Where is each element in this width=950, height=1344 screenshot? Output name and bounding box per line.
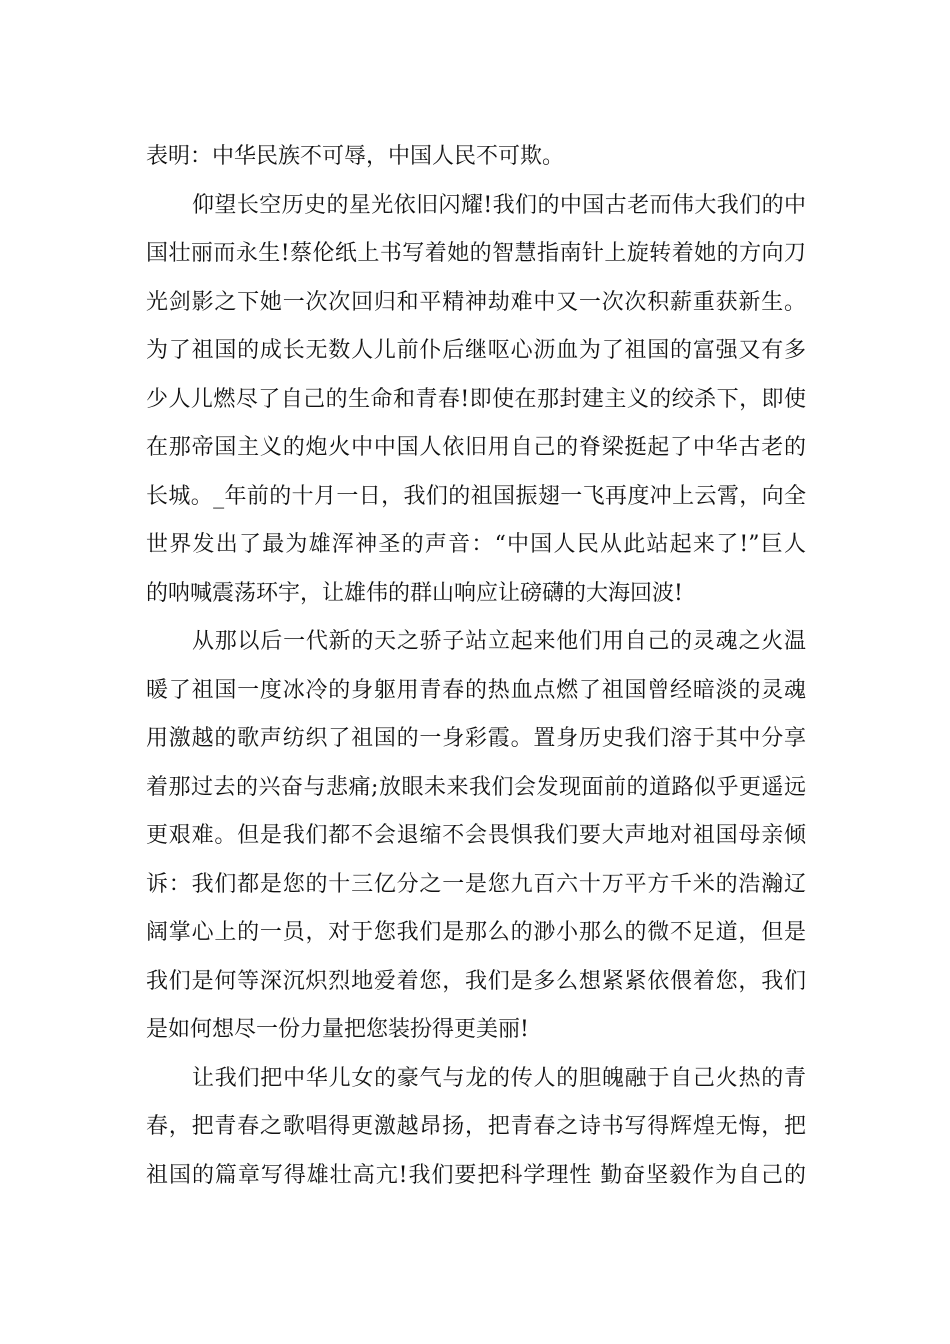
text-line: 是如何想尽一份力量把您装扮得更美丽! <box>146 1017 529 1042</box>
text-line: 诉：我们都是您的十三亿分之一是您九百六十万平方千米的浩瀚辽 <box>146 871 806 897</box>
paragraph-2 <box>146 182 806 619</box>
text-line: 从那以后一代新的天之骄子站立起来他们用自己的灵魂之火温 <box>192 629 806 654</box>
text-line: 让我们把中华儿女的豪气与龙的传人的胆魄融于自己火热的青 <box>192 1065 806 1091</box>
text-line: 我们是何等深沉炽烈地爱着您，我们是多么想紧紧依偎着您，我们 <box>146 968 806 994</box>
text-line: 春，把青春之歌唱得更激越昂扬，把青春之诗书写得辉煌无悔，把 <box>146 1114 806 1139</box>
paragraph-4 <box>146 1055 806 1201</box>
text-line: 阔掌心上的一员，对于您我们是那么的渺小那么的微不足道，但是 <box>146 920 806 945</box>
text-line: 长城。_年前的十月一日，我们的祖国振翅一飞再度冲上云霄，向全 <box>146 483 806 509</box>
text-line: 的呐喊震荡环宇，让雄伟的群山响应让磅礴的大海回波! <box>146 580 683 606</box>
text-line: 为了祖国的成长无数人儿前仆后继呕心沥血为了祖国的富强又有多 <box>146 338 806 363</box>
text-line: 仰望长空历史的星光依旧闪耀!我们的中国古老而伟大我们的中 <box>192 192 806 218</box>
text-line: 用激越的歌声纺织了祖国的一身彩霞。置身历史我们溶于其中分享 <box>146 726 806 751</box>
text-line: 表明：中华民族不可辱，中国人民不可欺。 <box>146 144 565 169</box>
body-text <box>146 133 806 1200</box>
text-line: 着那过去的兴奋与悲痛;放眼未来我们会发现面前的道路似乎更遥远 <box>146 774 806 800</box>
text-line: 在那帝国主义的炮火中中国人依旧用自己的脊梁挺起了中华古老的 <box>146 435 806 460</box>
paragraph-3 <box>146 618 806 1055</box>
text-line: 暖了祖国一度冰冷的身躯用青春的热血点燃了祖国曾经暗淡的灵魂 <box>146 677 806 703</box>
text-line: 更艰难。但是我们都不会退缩不会畏惧我们要大声地对祖国母亲倾 <box>146 823 806 848</box>
text-line: 国壮丽而永生!蔡伦纸上书写着她的智慧指南针上旋转着她的方向刀 <box>146 241 806 266</box>
text-line: 世界发出了最为雄浑神圣的声音：“中国人民从此站起来了!”巨人 <box>146 532 806 557</box>
text-line: 祖国的篇章写得雄壮高亢!我们要把科学理性 勤奋坚毅作为自己的 <box>146 1162 806 1188</box>
text-line: 少人儿燃尽了自己的生命和青春!即使在那封建主义的绞杀下，即使 <box>146 386 806 412</box>
paragraph-1 <box>146 133 806 182</box>
text-line: 光剑影之下她一次次回归和平精神劫难中又一次次积薪重获新生。 <box>146 289 806 315</box>
